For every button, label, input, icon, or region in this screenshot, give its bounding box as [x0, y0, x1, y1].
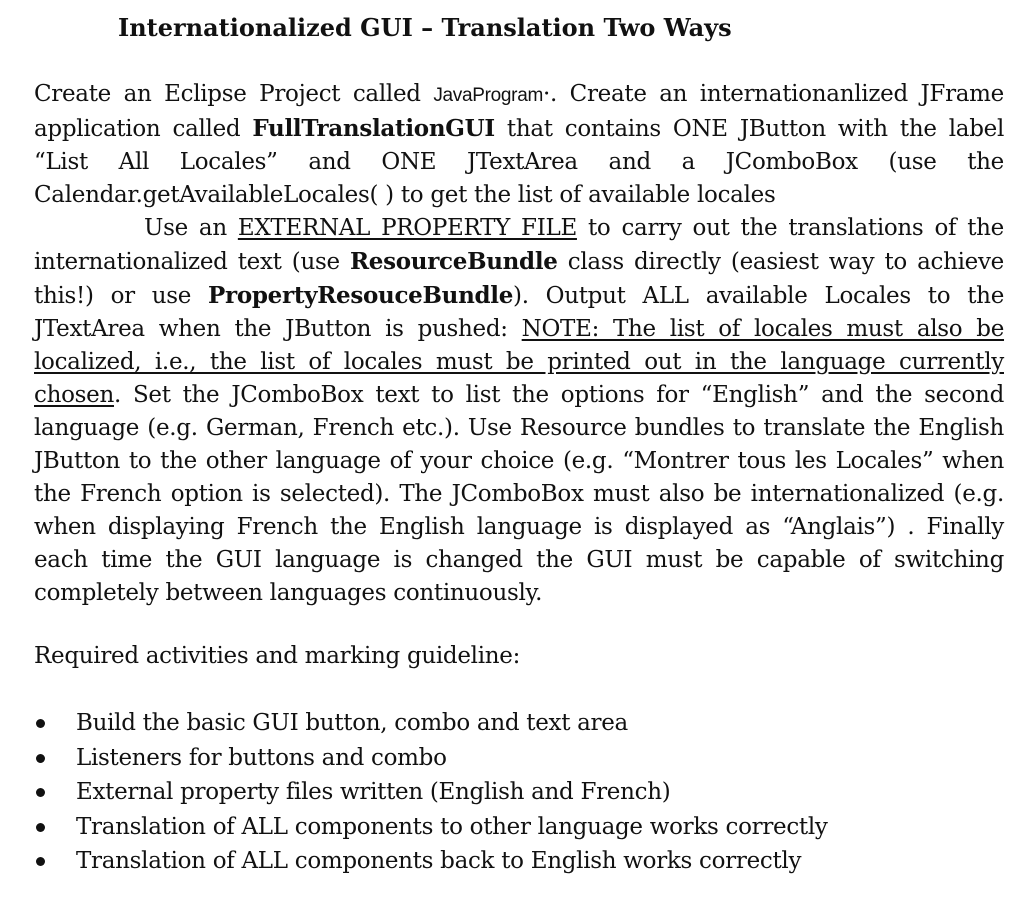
list-item — [34, 741, 828, 776]
text-segment: to carry out the translations of the internationalized text (use — [34, 215, 1004, 275]
bullet-icon — [36, 823, 45, 832]
text-segment: Use an — [144, 215, 238, 241]
list-item — [34, 810, 828, 845]
required-activities-heading: Required activities and marking guideline: — [34, 643, 521, 669]
text-segment: Create an Eclipse Project called — [34, 81, 434, 107]
external-property-file-text: EXTERNAL PROPERTY FILE — [237, 215, 577, 241]
document-title: Internationalized GUI – Translation Two Ways — [118, 13, 732, 42]
text-segment: Create an internationanlized JFrame application called — [34, 81, 1004, 142]
assignment-description — [34, 78, 1004, 610]
text-segment: ·. — [543, 81, 570, 107]
class-name: FullTranslationGUI — [252, 115, 495, 142]
list-item-text: External property files written (English and French) — [76, 779, 671, 805]
bullet-icon — [36, 719, 45, 728]
project-name: JavaProgram — [433, 85, 544, 106]
list-item — [34, 706, 828, 741]
text-segment: ). Output ALL available Locales to the JTextArea when the JButton is pushed: — [34, 283, 1005, 342]
list-item-text: Translation of ALL components to other language works correctly — [76, 813, 828, 840]
marking-guideline-list — [34, 706, 828, 879]
list-item-text: Build the basic GUI button, combo and text area — [76, 710, 628, 736]
bullet-icon — [36, 754, 45, 763]
list-item — [34, 844, 828, 879]
bullet-icon — [36, 857, 45, 866]
propertyresourcebundle-text: PropertyResouceBundle — [208, 282, 514, 309]
list-item — [34, 775, 828, 810]
text-segment: . Set the JComboBox text to list the options for “English” and the second language (e.g. German, French etc.). Use Resource bundles to translate the English JButton to the other language of your choice (e.g. “Montrer tous les Locales” when the French option is selected). The JComboBox must also be internationalized (e.g. when displaying French the English language is displayed as “Anglais”) . Finally each time the GUI language is changed the GUI must be capable of switching completely between languages continuously. — [34, 382, 1004, 606]
list-item-text: Translation of ALL components back to English works correctly — [76, 848, 802, 874]
resourcebundle-text: ResourceBundle — [349, 248, 558, 275]
text-segment: class directly (easiest way to achieve this!) or use — [34, 249, 1004, 309]
bullet-icon — [36, 788, 45, 797]
list-item-text: Listeners for buttons and combo — [76, 744, 447, 771]
text-segment: that contains ONE JButton with the label “List All Locales” and ONE JTextArea and a JComboBox (use the Calendar.getAvailableLocales( ) to get the list of available locales — [34, 116, 1004, 208]
localization-note: NOTE: The list of locales must also be localized, i.e., the list of locales must be printed out in the language currently chosen — [34, 316, 1005, 408]
